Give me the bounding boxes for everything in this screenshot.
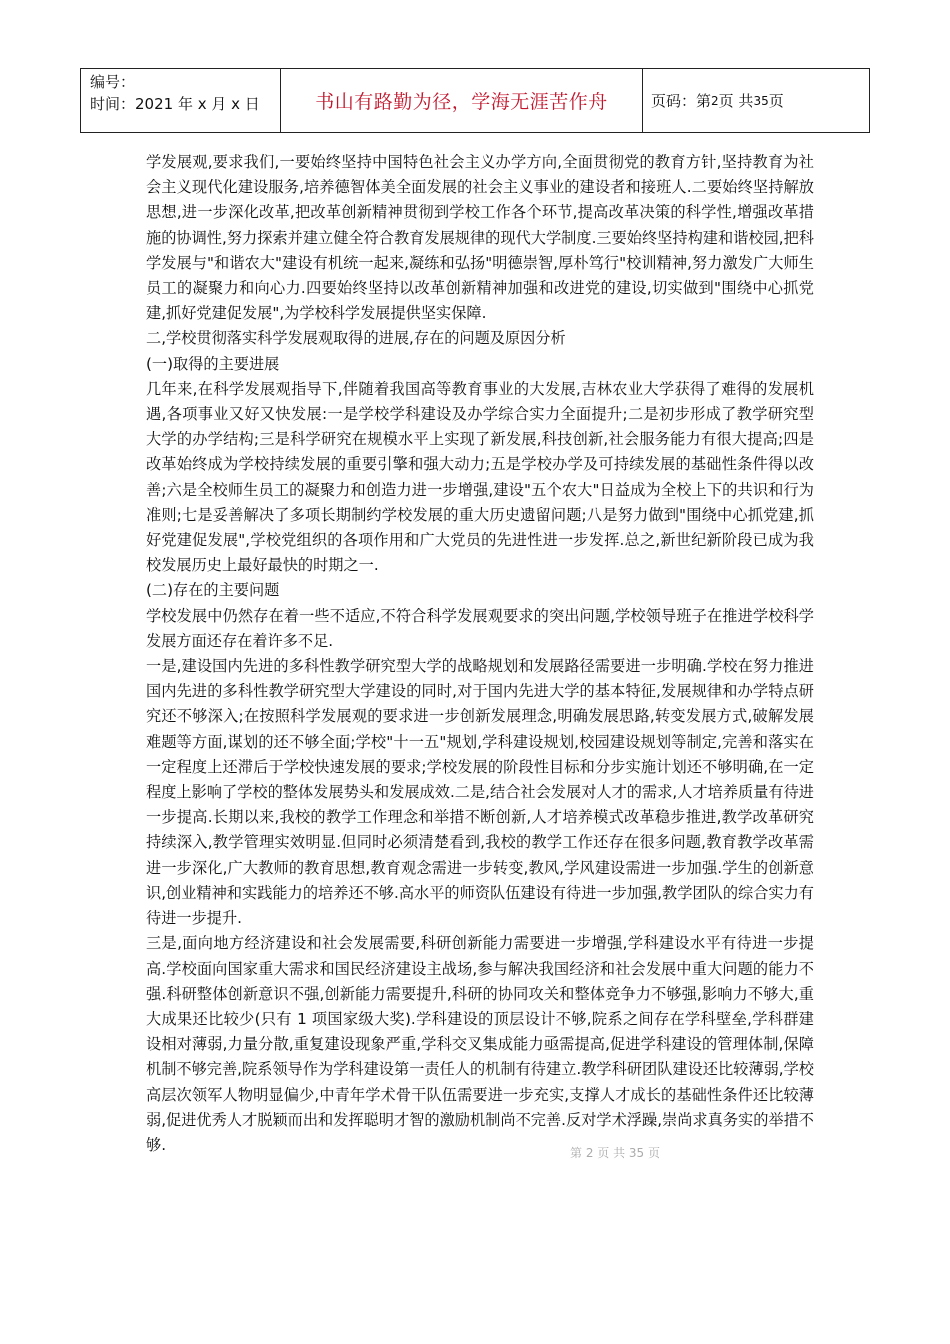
document-body — [146, 150, 814, 1158]
document-date: 时间：2021 年 x 月 x 日 — [90, 95, 260, 113]
page-indicator — [643, 69, 869, 132]
page-mid: 页 共 — [718, 92, 754, 110]
header-table — [80, 68, 870, 133]
section-heading: 二,学校贯彻落实科学发展观取得的进展,存在的问题及原因分析 — [146, 329, 566, 348]
page-prefix: 页码：第 — [651, 92, 712, 110]
subsection-heading: (一)取得的主要进展 — [146, 354, 280, 373]
paragraph: 学校发展中仍然存在着一些不适应,不符合科学发展观要求的突出问题,学校领导班子在推进学校科学发展方面还存在着许多不足. — [146, 606, 814, 650]
page-current: 2 — [711, 93, 719, 108]
page-suffix: 页 — [768, 92, 784, 110]
header-motto: 书山有路勤为径，学海无涯苦作舟 — [281, 69, 643, 132]
page-watermark: 第 2 页 共 35 页 — [570, 1146, 660, 1160]
header-meta — [81, 69, 281, 132]
paragraph: 几年来,在科学发展观指导下,伴随着我国高等教育事业的大发展,吉林农业大学获得了难得的发展机遇,各项事业又好又快发展:一是学校学科建设及办学综合实力全面提升;二是初步形成了教学研究型大学的办学结构;三是科学研究在规模水平上实现了新发展,科技创新,社会服务能力有很大提高;四是改革始终成为学校持续发展的重要引擎和强大动力;五是学校办学及可持续发展的基础性条件得以改善;六是全校师生员工的凝聚力和创造力进一步增强,建设"五个农大"日益成为全校上下的共识和行为准则;七是妥善解决了多项长期制约学校发展的重大历史遗留问题;八是努力做到"围绕中心抓党建,抓好党建促发展",学校党组织的各项作用和广大党员的先进性进一步发挥.总之,新世纪新阶段已成为我校发展历史上最好最快的时期之一. — [146, 379, 814, 575]
paragraph: 一是,建设国内先进的多科性教学研究型大学的战略规划和发展路径需要进一步明确.学校在努力推进国内先进的多科性教学研究型大学建设的同时,对于国内先进大学的基本特征,发展规律和办学特点研究还不够深入;在按照科学发展观的要求进一步创新发展理念,明确发展思路,转变发展方式,破解发展难题等方面,谋划的还不够全面;学校"十一五"规划,学科建设规划,校园建设规划等制定,完善和落实在一定程度上还滞后于学校快速发展的要求;学校发展的阶段性目标和分步实施计划还不够明确,在一定程度上影响了学校的整体发展势头和发展成效.二是,结合社会发展对人才的需求,人才培养质量有待进一步提高.长期以来,我校的教学工作理念和举措不断创新,人才培养模式改革稳步推进,教学改革研究持续深入,教学管理实效明显.但同时必须清楚看到,我校的教学工作还存在很多问题,教育教学改革需进一步深化,广大教师的教育思想,教育观念需进一步转变,教风,学风建设需进一步加强.学生的创新意识,创业精神和实践能力的培养还不够.高水平的师资队伍建设有待进一步加强,教学团队的综合实力有待进一步提升. — [146, 657, 814, 928]
page-total: 35 — [753, 93, 769, 108]
paragraph: 三是,面向地方经济建设和社会发展需要,科研创新能力需要进一步增强,学科建设水平有待进一步提高.学校面向国家重大需求和国民经济建设主战场,参与解决我国经济和社会发展中重大问题的能力不强.科研整体创新意识不强,创新能力需要提升,科研的协同攻关和整体竞争力不够强,影响力不够大,重大成果还比较少(只有 1 项国家级大奖).学科建设的顶层设计不够,院系之间存在学科壁垒,学科群建设相对薄弱,力量分散,重复建设现象严重,学科交叉集成能力亟需提高,促进学科建设的管理体制,保障机制不够完善,院系领导作为学科建设第一责任人的机制有待建立.教学科研团队建设还比较薄弱,学校高层次领军人物明显偏少,中青年学术骨干队伍需要进一步充实,支撑人才成长的基础性条件还比较薄弱,促进优秀人才脱颖而出和发挥聪明才智的激励机制尚不完善.反对学术浮躁,崇尚求真务实的举措不够. — [146, 934, 814, 1154]
subsection-heading: (二)存在的主要问题 — [146, 581, 280, 600]
paragraph: 学发展观,要求我们,一要始终坚持中国特色社会主义办学方向,全面贯彻党的教育方针,坚持教育为社会主义现代化建设服务,培养德智体美全面发展的社会主义事业的建设者和接班人.二要始终坚持解放思想,进一步深化改革,把改革创新精神贯彻到学校工作各个环节,提高改革决策的科学性,增强改革措施的协调性,努力探索并建立健全符合教育发展规律的现代大学制度.三要始终坚持构建和谐校园,把科学发展与"和谐农大"建设有机统一起来,凝练和弘扬"明德崇智,厚朴笃行"校训精神,努力激发广大师生员工的凝聚力和向心力.四要始终坚持以改革创新精神加强和改进党的建设,切实做到"围绕中心抓党建,抓好党建促发展",为学校科学发展提供坚实保障. — [146, 153, 814, 323]
document-number-label: 编号： — [90, 73, 136, 91]
